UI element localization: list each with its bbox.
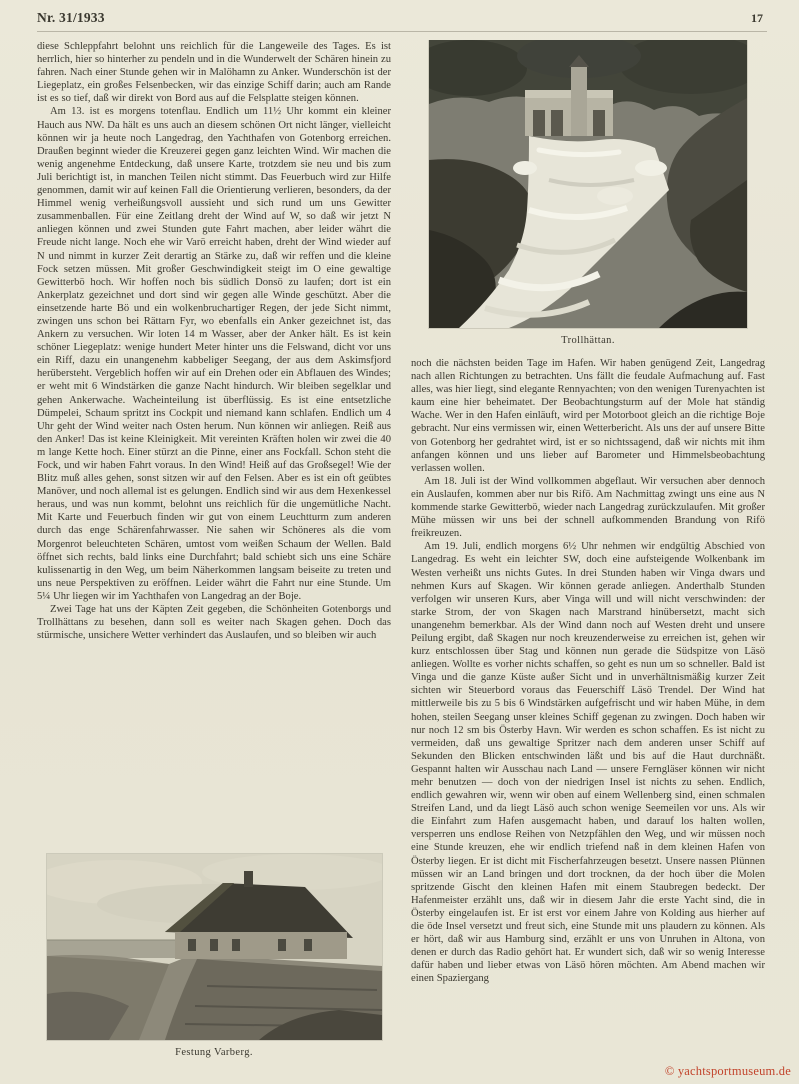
trollhattan-photo <box>429 40 747 328</box>
right-column <box>411 40 765 1058</box>
page-number: 17 <box>751 11 763 25</box>
issue-number: Nr. 31/1933 <box>37 10 105 25</box>
article-paragraph: Am 19. Juli, endlich morgens 6½ Uhr nehmen wir endgültig Abschied von Langedrag. Es weht ein leichter SW, doch eine aufsteigende Wolkenbank im Westen verheißt uns nichts Gutes. In drei Stunden haben wir Vinga dwars und nehmen Kurs auf Skagen. Wir können gerade anliegen. Anderthalb Stunden verfolgen wir unseren Kurs, aber Vinga will und will nicht verschwinden: der starke Strom, der von Skagen nach Marstrand hinübersetzt, macht sich unangenehm bemerkbar. Als der Wind dann noch auf Westen dreht und unsere Peilung ergibt, daß Skagen nur noch kreuzenderweise zu erreichen ist, gehen wir kurz entschlossen über Stag und können nun gerade die Südspitze von Läsö anliegen. Wollte es vorher nichts schaffen, so geht es nun um so schneller. Bald ist Vinga und die ganze Küste außer Sicht und in unverhältnismäßig kurzer Zeit sichten wir Steuerbord voraus das Feuerschiff Läsö Trendel. Der Wind hat mittlerweile bis zu 5 bis 6 Windstärken aufgefrischt und wir haben Mühe, in dem hohen, steilen Seegang unser kleines Schiff gegenan zu zwingen. Doch haben wir nur noch 12 sm bis Österby Havn. Wir werden es schon schaffen. Es ist nicht zu vermeiden, daß uns gewaltige Spritzer nach dem anderen unser Schiff auf Sekunden den Blicken entschwinden läßt und bis auf die Haut durchnäßt. Gespannt halten wir Ausschau nach Land — unsere Ferngläser können wir nicht mehr benutzen — doch von der niedrigen Insel ist nichts zu sehen. Endlich, endlich gewahren wir, wenn wir oben auf einem Wellenberg sind, einen schmalen Streifen Land, und da liegt Läsö auch schon wenige Seemeilen vor uns. Als wir die Einfahrt zum Hafen ausgemacht haben, und darauf los halten wollen, versperren uns endlose Reihen von Netzpfählen den Weg, und wir müssen noch eine Stunde kreuzen, ehe wir endlich triefend naß in dem kleinen Hafen von Österby liegen. Er ist dicht mit Fischerfahrzeugen besetzt. Unsere nassen Plünnen müssen wir an Land bringen und dort trocknen, da der hoch über die Molen spritzende Gischt den kleinen Hafen mit einem Staubregen bedeckt. Der Hafenmeister erzählt uns, daß wir in diesem Jahr die erste Yacht sind, die in Österby eingelaufen ist. Er ist erst vor einem Jahre von Kolding aus hierher auf die öde Insel versetzt und freut sich, eine Stunde mit uns plaudern zu können. Als er hört, daß wir aus Hamburg sind, erzählt er uns von Unruhen in Altona, von denen er durch das Radio gehört hat. Er wundert sich, daß wir so wenig Interesse dafür haben und lieber etwas von Läsö hören möchten. Am Abend machen wir einen Spaziergang <box>411 541 765 985</box>
header-rule <box>37 31 767 32</box>
article-paragraph: Am 18. Juli ist der Wind vollkommen abgeflaut. Wir versuchen aber dennoch ein Auslaufen, kommen aber nur bis Rifö. Am Nachmittag zwingt uns eine aus N kommende starke Gewitterbö, wieder nach Langedrag zurückzulaufen. Mit großer Mühe müssen wir uns bei der schnell aufkommenden Brandung von Rifö freikreuzen. <box>411 475 765 540</box>
article-paragraph: Am 13. ist es morgens totenflau. Endlich um 11½ Uhr kommt ein kleiner Hauch aus NW. Da hält es uns auch an diesem schönen Ort nicht länger, vielleicht können wir ja heute noch Langedrag, den Yachthafen von Gotenborg erreichen. Draußen beginnt wieder die Kreuzerei gegen ganz leichten Wind. Wir machen die wenig angenehme Entdeckung, daß unsere Karte, trotzdem sie neu und bis zum Juli berichtigt ist, in manchen Teilen nicht stimmt. Das Feuerbuch wird zur Hilfe genommen, damit wir auf keinen Fall die Orientierung verlieren, besonders, da der Himmel wenig verheißungsvoll aussieht und sich rund um uns Gewitter zusammenballen. Für eine Zeitlang dreht der Wind auf W, so daß wir jetzt N anliegen können und zwei Stunden gute Fahrt machen, aber leider währt die Freude nicht lange. Noch ehe wir Varö erreicht haben, dreht der Wind wieder auf N und nimmt in kurzer Zeit derartig an Stärke zu, daß wir reffen und die kleine Fock setzen müssen. Mit großer Geschwindigkeit steigt im O eine gewaltige Gewitterbö hoch. Wir hoffen noch bis südlich Donsö zu laufen; dort ist ein Ankerplatz gezeichnet und dort sind wir gegen alle Winde geschützt. Aber die einsetzende harte Bö und ein wolkenbruchartiger Regen, der jede Sicht nimmt, zwingen uns schon bei Rättarn Fyr, wo ebenfalls ein Anker gezeichnet ist, das Ankern zu versuchen. Wir loten 14 m Wasser, aber der Anker hält. Es ist kein schöner Liegeplatz: wenige hundert Meter hinter uns die Felswand, dicht vor uns ein Riff, dazu ein unangenehm kabbeliger Seegang, der aus dem Askimsfjord herübersteht. Vergeblich hoffen wir auf ein Drehen oder ein Abflauen des Windes; er weht mit 6 Windstärken die ganze Nacht hindurch. Wir bleiben segelklar und gehen Ankerwache. Wacheinteilung ist überflüssig. Es ist eine entsetzliche Dümpelei, Schaum spritzt ins Cockpit und niemand kann schlafen. Endlich um 4 Uhr geht der Wind weiter nach Osten herum. Nun können wir anliegen. Reiß aus den Anker! Das ist keine Kleinigkeit. Mit vereinten Kräften holen wir zwei die 40 m lange Kette hoch. Einer stürzt an die Pinne, einer ans Fockfall. Schon steht die Fock, und wir haben Fahrt voraus. In den Wind! Heiß auf das Großsegel! Wie der Blitz muß alles gehen, sonst sitzen wir auf den Felsen. Aber es ist ein oft geübtes Manöver, und noch allemal ist es gelungen. Endlich sind wir aus dem Hexenkessel heraus, und was nun kommt, belohnt uns reichlich für die ungemütliche Nacht. Mit Karte und Feuerbuch finden wir gut von einem Leuchtturm zum anderen durch das enge Schärenfahrwasser. Nie sahen wir Schöneres als die vom Morgenrot beleuchteten Schären, umtost vom weißen Schaum der Wellen. Bald öffnet sich rechts, bald links eine Durchfahrt; bald schiebt sich uns eine Schäre kulissenartig in den Weg, um beim Näherkommen langsam beiseite zu treten und uns neue Perspektiven zu eröffnen. Leider währt die Fahrt nur eine Stunde. Um 5¼ Uhr liegen wir im Yachthafen von Langedrag an der Boje. <box>37 106 391 602</box>
article-paragraph: diese Schleppfahrt belohnt uns reichlich für die Langeweile des Tages. Es ist herrlich, hier so hinterher zu pendeln und in die Wunderwelt der Schären hinein zu fahren. Nach einer Stunde gehen wir in Malöhamn zu Anker. Wunderschön ist der Liegeplatz, ein großes Felsenbecken, wir das einzige Schiff darin; auch am Rande ist es so tief, daß wir direkt von Bord aus auf die Felsplatte steigen können. <box>37 41 391 105</box>
article-columns <box>37 40 765 1058</box>
article-paragraph: noch die nächsten beiden Tage im Hafen. Wir haben genügend Zeit, Langedrag nach allen Richtungen zu betrachten. Uns fällt die feudale Aufmachung auf. Fast alles, was hier liegt, sind elegante Rennyachten; von den wenigen Turenyachten ist kaum eine hier beheimatet. Der Beobachtungsturm auf der Mole hat ständig Wache. Wer in den Hafen einläuft, wird per Motorboot gleich an die richtige Boje gebracht. Nur eins vermissen wir, einen Wetterbericht. Als uns der auf unsere Bitte von Gotenborg her gedrahtet wird, ist er so nichtssagend, daß wir nichts mit ihm anfangen können und uns lieber auf Barometer und Himmelsbeobachtung verlassen wollen. <box>411 358 765 474</box>
photo-figure-festung-varberg <box>37 844 391 1058</box>
watermark: © yachtsportmuseum.de <box>664 1064 791 1078</box>
article-paragraph: Zwei Tage hat uns der Käpten Zeit gegeben, die Schönheiten Gotenborgs und Trollhättans zu besehen, dann soll es weiter nach Skagen gehen. Doch das stürmische, unsichere Wetter verhindert das Auslaufen, und so bleiben wir auch <box>37 604 391 642</box>
page-header <box>37 10 769 26</box>
photo-figure-trollhattan <box>411 40 765 346</box>
photo-caption-trollhattan: Trollhättan. <box>561 335 615 346</box>
left-column <box>37 40 391 1058</box>
festung-varberg-photo <box>47 854 382 1040</box>
photo-caption-varberg: Festung Varberg. <box>175 1047 253 1058</box>
